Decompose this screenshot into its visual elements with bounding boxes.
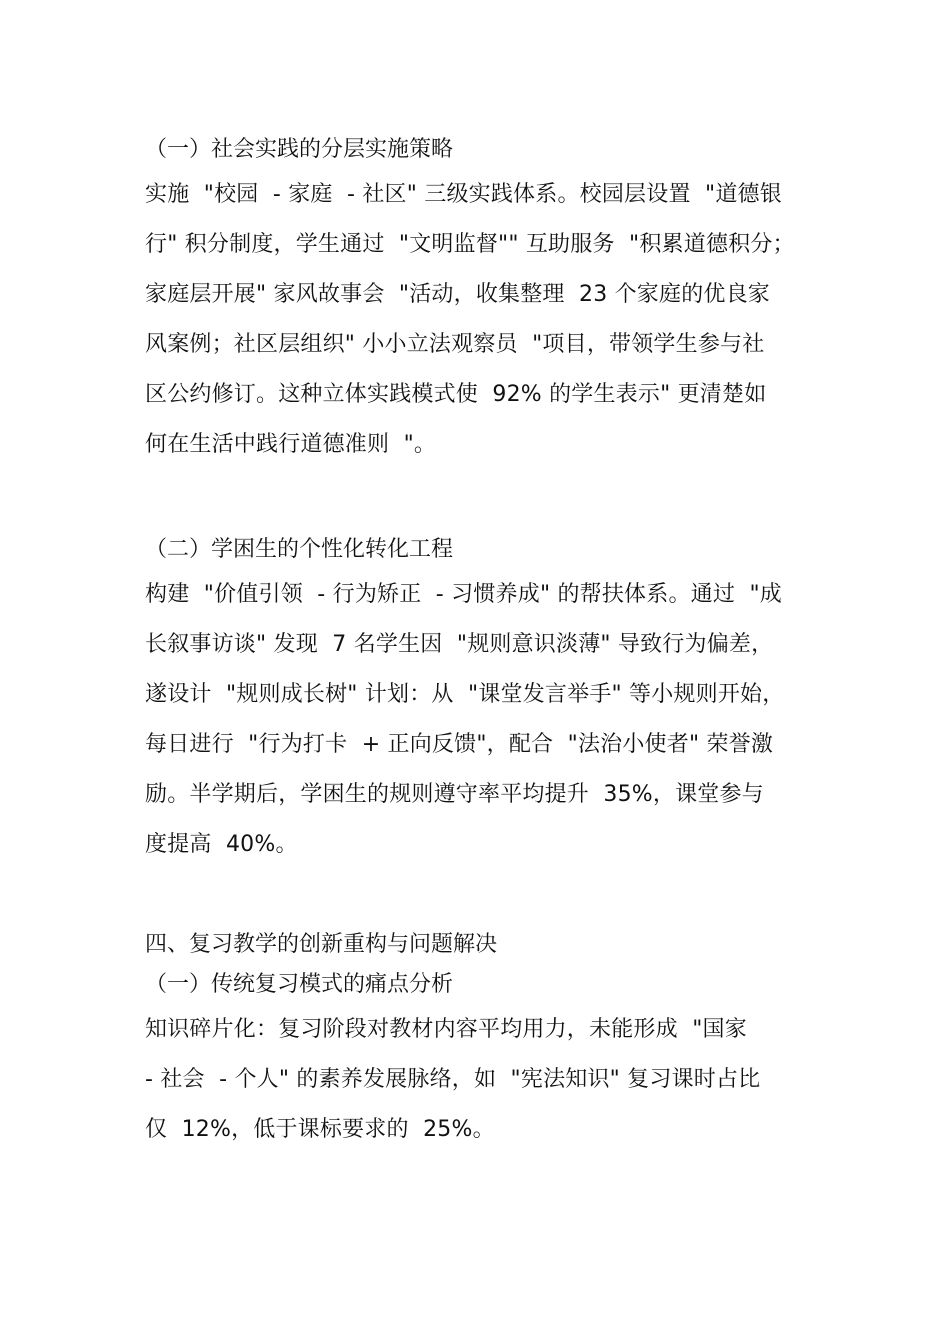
paragraph-line: 遂设计 "规则成长树" 计划：从 "课堂发言举手" 等小规则开始，	[145, 682, 785, 707]
chapter-title: 四、复习教学的创新重构与问题解决	[145, 932, 498, 957]
paragraph-line: 度提高 40%。	[145, 832, 298, 857]
paragraph-line: 区公约修订。这种立体实践模式使 92% 的学生表示" 更清楚如	[145, 382, 767, 407]
paragraph-line: 行" 积分制度，学生通过 "文明监督"" 互助服务 "积累道德积分；	[145, 232, 795, 257]
paragraph-line: 构建 "价值引领 - 行为矫正 - 习惯养成" 的帮扶体系。通过 "成	[145, 582, 782, 607]
paragraph-line: 风案例；社区层组织" 小小立法观察员 "项目，带领学生参与社	[145, 332, 765, 357]
paragraph-line: 知识碎片化：复习阶段对教材内容平均用力，未能形成 "国家	[145, 1017, 747, 1042]
paragraph-line: - 社会 - 个人" 的素养发展脉络，如 "宪法知识" 复习课时占比	[145, 1067, 761, 1092]
section-review-teaching	[145, 925, 835, 1155]
paragraph-line: 何在生活中践行道德准则 "。	[145, 432, 437, 457]
paragraph-line: 实施 "校园 - 家庭 - 社区" 三级实践体系。校园层设置 "道德银	[145, 182, 782, 207]
section-heading: （一）传统复习模式的痛点分析	[145, 972, 454, 997]
paragraph-line: 仅 12%，低于课标要求的 25%。	[145, 1117, 495, 1142]
paragraph-line: 励。半学期后，学困生的规则遵守率平均提升 35%，课堂参与	[145, 782, 764, 807]
section-heading: （二）学困生的个性化转化工程	[145, 537, 454, 562]
section-heading: （一）社会实践的分层实施策略	[145, 137, 454, 162]
paragraph-line: 每日进行 "行为打卡 + 正向反馈"，配合 "法治小使者" 荣誉激	[145, 732, 774, 757]
section-social-practice	[145, 130, 835, 470]
section-struggling-students	[145, 530, 835, 870]
paragraph-line: 长叙事访谈" 发现 7 名学生因 "规则意识淡薄" 导致行为偏差，	[145, 632, 774, 657]
paragraph-line: 家庭层开展" 家风故事会 "活动，收集整理 23 个家庭的优良家	[145, 282, 770, 307]
